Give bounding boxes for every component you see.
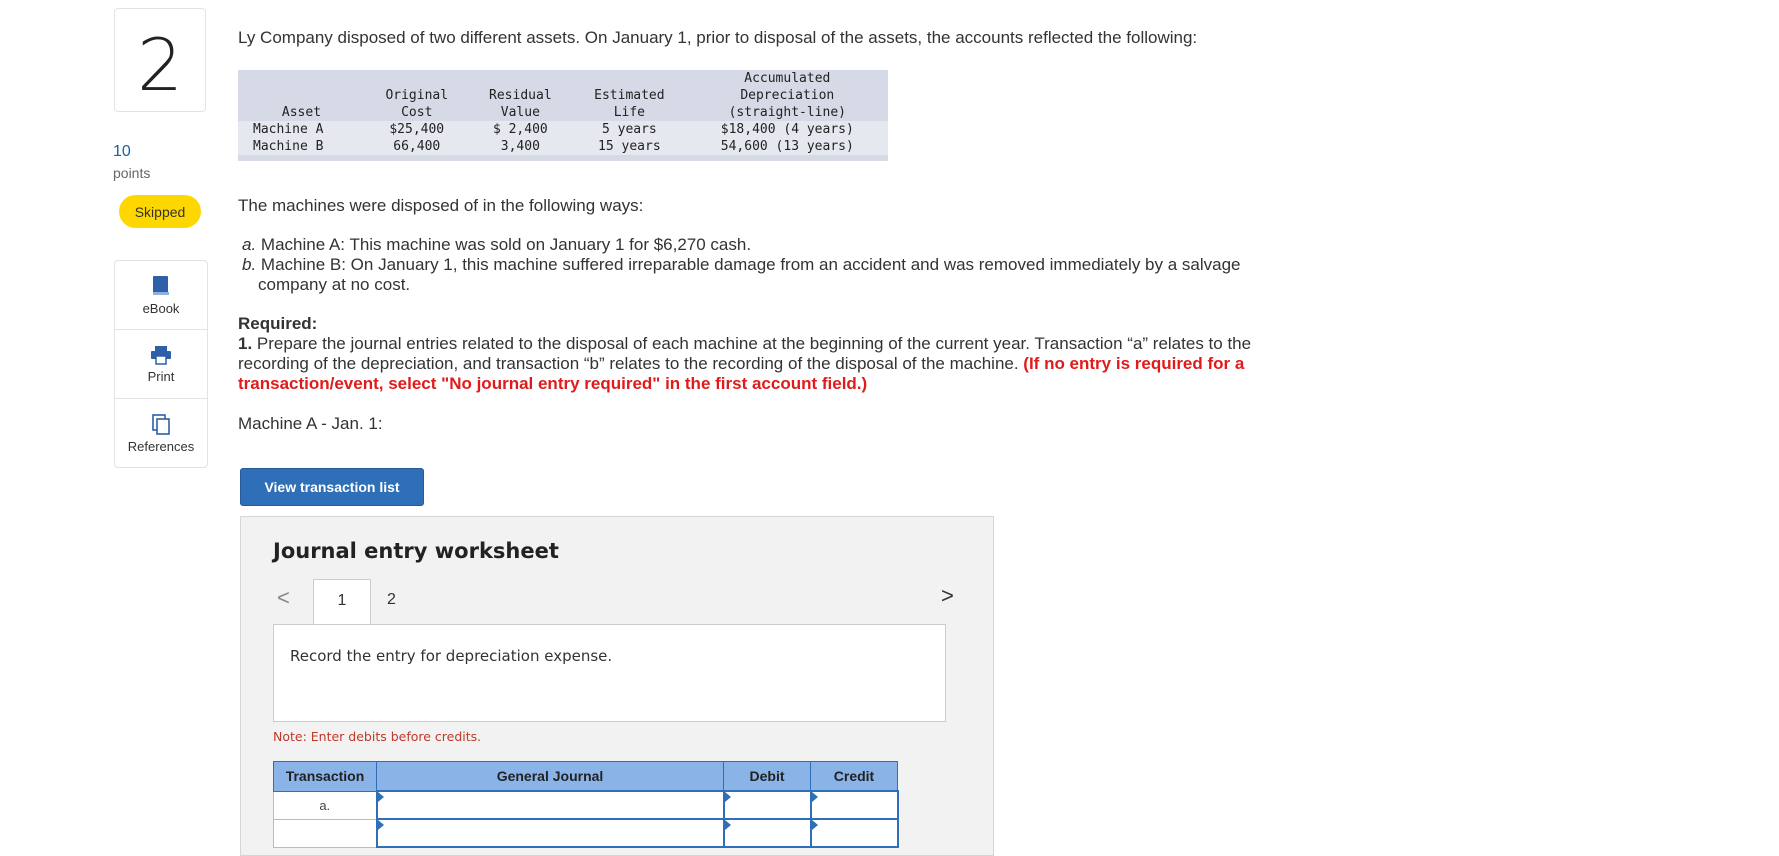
- view-transaction-list-button[interactable]: View transaction list: [240, 468, 424, 506]
- transaction-cell: [274, 819, 377, 847]
- table-header-cell: Cost: [401, 105, 433, 120]
- table-header-cell: [238, 87, 365, 104]
- table-cell: 15 years: [598, 139, 661, 154]
- question-number-box: [114, 8, 206, 112]
- column-header-transaction: Transaction: [274, 762, 377, 792]
- table-header-cell: [469, 70, 573, 87]
- credit-input[interactable]: [811, 791, 898, 819]
- table-divider: [238, 155, 888, 161]
- table-cell: Machine B: [253, 139, 324, 154]
- table-cell: 5 years: [601, 122, 657, 137]
- next-arrow-icon[interactable]: >: [941, 583, 954, 608]
- table-header-cell: [365, 70, 469, 87]
- column-header-credit: Credit: [811, 762, 898, 792]
- table-header-cell: Life: [613, 105, 646, 120]
- intro-text: Ly Company disposed of two different assets. On January 1, prior to disposal of the assets, the accounts reflected the following:: [238, 28, 1198, 47]
- section-label: Machine A - Jan. 1:: [238, 414, 383, 433]
- tools-panel: [114, 260, 208, 468]
- asset-table: [238, 70, 888, 161]
- references-button[interactable]: [115, 399, 207, 467]
- note-text: Note: Enter debits before credits.: [273, 729, 482, 744]
- required-text: recording of the depreciation, and transaction “b” relates to the recording of the disposal of the machine.: [238, 354, 1024, 373]
- table-cell: 54,600 (13 years): [720, 139, 854, 154]
- required-number: 1.: [238, 334, 253, 353]
- points-value: 10: [113, 143, 131, 160]
- table-cell: $ 2,400: [492, 122, 548, 137]
- status-badge: Skipped: [119, 195, 201, 228]
- required-text: Prepare the journal entries related to the disposal of each machine at the beginning of the current year. Transaction “a” relates to the: [256, 334, 1252, 353]
- table-cell: 3,400: [500, 139, 540, 154]
- points-label: points: [113, 165, 151, 181]
- references-icon: [151, 413, 171, 435]
- table-header-cell: Residual: [489, 88, 552, 103]
- required-warning: (If no entry is required for a: [1023, 354, 1245, 373]
- table-row: [238, 121, 888, 138]
- print-button[interactable]: [115, 330, 207, 399]
- tab-1[interactable]: 1: [313, 579, 371, 626]
- list-text-continued: company at no cost.: [258, 275, 411, 294]
- column-header-debit: Debit: [724, 762, 811, 792]
- list-item: [242, 255, 1241, 275]
- table-header-cell: Original: [385, 88, 449, 103]
- printer-icon: [149, 345, 173, 365]
- table-header-cell: Asset: [281, 105, 322, 120]
- transaction-cell: a.: [274, 791, 377, 819]
- table-cell: 66,400: [393, 139, 441, 154]
- list-letter: b.: [242, 255, 257, 274]
- required-label: Required:: [238, 314, 318, 333]
- table-header-cell: [238, 70, 365, 87]
- disposal-intro: The machines were disposed of in the following ways:: [238, 196, 644, 215]
- column-header-general-journal: General Journal: [377, 762, 724, 792]
- table-header-cell: (straight-line): [728, 105, 846, 120]
- required-line-1: [238, 334, 1251, 354]
- journal-table: [273, 761, 899, 848]
- list-text: Machine B: On January 1, this machine suffered irreparable damage from an accident and was removed immediately by a salvage: [260, 255, 1241, 274]
- table-cell: Machine A: [253, 122, 324, 137]
- debit-input[interactable]: [724, 819, 811, 847]
- table-cell: $18,400 (4 years): [720, 122, 854, 137]
- list-item: [242, 235, 751, 255]
- account-input[interactable]: [377, 819, 724, 847]
- references-label: References: [127, 438, 195, 454]
- worksheet-title: Journal entry worksheet: [273, 539, 559, 563]
- table-row: [274, 819, 898, 847]
- table-header-cell: Value: [500, 105, 540, 120]
- book-icon: [151, 275, 171, 297]
- table-row: [238, 138, 888, 155]
- account-input[interactable]: [377, 791, 724, 819]
- print-label: Print: [147, 368, 175, 384]
- table-row: [274, 791, 898, 819]
- list-text: Machine A: This machine was sold on January 1 for $6,270 cash.: [260, 235, 752, 254]
- question-number: 2: [137, 23, 183, 107]
- instruction-box: [273, 624, 946, 722]
- table-header-cell: Estimated: [594, 88, 665, 103]
- table-header-cell: [572, 70, 686, 87]
- ebook-label: eBook: [142, 300, 180, 316]
- table-header-cell: Accumulated: [744, 71, 831, 86]
- table-header-cell: Depreciation: [740, 88, 835, 103]
- list-letter: a.: [242, 235, 257, 254]
- required-warning-2: transaction/event, select "No journal entry required" in the first account field.): [238, 374, 868, 393]
- credit-input[interactable]: [811, 819, 898, 847]
- instruction-text: Record the entry for depreciation expense.: [290, 647, 613, 665]
- required-line-2: [238, 354, 1244, 374]
- journal-entry-worksheet: [240, 516, 994, 856]
- prev-arrow-icon[interactable]: <: [277, 585, 290, 610]
- debit-input[interactable]: [724, 791, 811, 819]
- ebook-button[interactable]: [115, 261, 207, 330]
- tab-2[interactable]: 2: [387, 591, 396, 608]
- table-cell: $25,400: [389, 122, 445, 137]
